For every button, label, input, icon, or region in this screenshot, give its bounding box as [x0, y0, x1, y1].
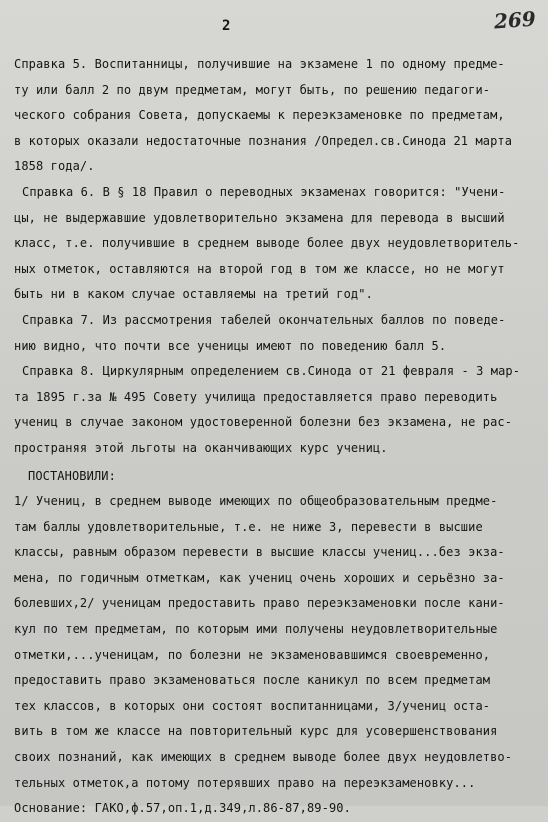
text-line: своих познаний, как имеющих в среднем выводе более двух неудовлетво-: [14, 750, 513, 765]
text-line: быть ни в каком случае оставляемы на третий год".: [14, 287, 373, 302]
text-line: ту или балл 2 по двум предметам, могут быть, по решению педагоги-: [14, 82, 491, 97]
text-line: в которых оказали недостаточные познания /Определ.св.Синода 21 марта: [14, 133, 513, 148]
text-line: Справка 8. Циркулярным определением св.Синода от 21 февраля - 3 мар-: [22, 364, 521, 379]
text-line: болевших,2/ ученицам предоставить право переэкзаменовки после кани-: [14, 596, 505, 611]
text-line: тельных отметок,а потому потерявших право на переэкзаменовку...: [14, 775, 476, 790]
text-line: нию видно, что почти все ученицы имеют по поведению балл 5.: [14, 338, 447, 353]
resolution-heading: ПОСТАНОВИЛИ:: [28, 468, 116, 483]
text-line: Справка 5. Воспитанницы, получившие на экзамене 1 по одному предме-: [14, 57, 505, 71]
page-number: 2: [222, 18, 231, 34]
text-line: Справка 6. В § 18 Правил о переводных экзаменах говорится: "Учени-: [22, 184, 506, 199]
text-line: цы, не выдержавшие удовлетворительно экзамена для перевода в высший: [14, 210, 505, 225]
text-line: классы, равным образом перевести в высшие классы учениц...без экза-: [14, 545, 505, 560]
text-line: Справка 7. Из рассмотрения табелей окончательных баллов по поведе-: [22, 312, 506, 327]
text-line: отметки,...ученицам, по болезни не экзаменовавшимся своевременно,: [14, 647, 491, 662]
text-line: предоставить право экзаменоваться после каникул по всем предметам: [14, 673, 491, 688]
text-line: 1/ Учениц, в среднем выводе имеющих по общеобразовательным предме-: [14, 494, 498, 509]
text-line: та 1895 г.за № 495 Совету училища предоставляется право переводить: [14, 389, 498, 404]
text-line: учениц в случае законом удостоверенной болезни без экзамена, не рас-: [14, 415, 513, 430]
archive-folio-number: 269: [493, 6, 537, 34]
text-line: ных отметок, оставляются на второй год в том же классе, но не могут: [14, 261, 505, 276]
text-line: пространяя этой льготы на оканчивающих курс учениц.: [14, 440, 388, 455]
text-line: там баллы удовлетворительные, т.е. не ниже 3, перевести в высшие: [14, 519, 483, 534]
document-body: [14, 52, 534, 822]
text-line: 1858 года/.: [14, 159, 95, 174]
text-line: ческого собрания Совета, допускаемы к переэкзаменовке по предметам,: [14, 108, 505, 123]
text-line: тех классов, в которых они состоят воспитанницами, 3/учениц оста-: [14, 698, 491, 713]
text-line: вить в том же классе на повторительный курс для усовершенствования: [14, 724, 498, 739]
text-line: мена, по годичным отметкам, как учениц очень хороших и серьёзно за-: [14, 570, 505, 585]
text-line: кул по тем предметам, по которым ими получены неудовлетворительные: [14, 622, 498, 637]
source-reference: Основание: ГАКО,ф.57,оп.1,д.349,л.86-87,89-90.: [14, 801, 351, 816]
text-line: класс, т.е. получившие в среднем выводе более двух неудовлетворитель-: [14, 236, 520, 251]
